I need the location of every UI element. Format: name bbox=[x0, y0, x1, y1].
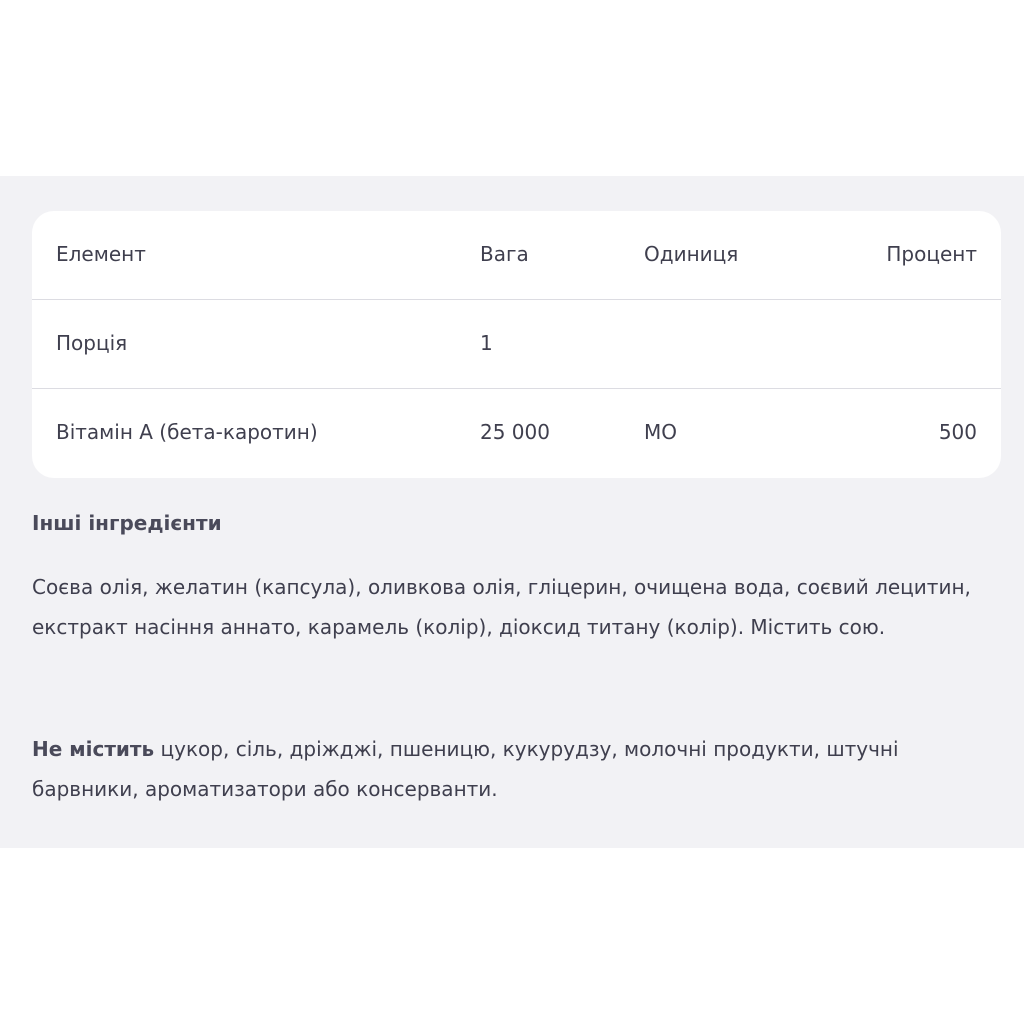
table-row bbox=[32, 389, 1001, 478]
row-weight-value: 25 000 bbox=[480, 420, 550, 444]
column-header-unit: Одиниця bbox=[644, 242, 739, 266]
table-header-row bbox=[32, 211, 1001, 300]
column-header-percent: Процент bbox=[886, 242, 977, 266]
free-from-list: цукор, сіль, дріжджі, пшеницю, кукурудзу, молочні продукти, штучні барвники, ароматизатори або консерванти. bbox=[32, 737, 899, 801]
free-from-label: Не містить bbox=[32, 737, 155, 761]
other-ingredients-heading: Інші інгредієнти bbox=[32, 511, 222, 535]
table-row bbox=[32, 300, 1001, 389]
row-percent-value: 500 bbox=[938, 420, 977, 444]
product-details-panel bbox=[0, 176, 1024, 848]
other-ingredients-text: Соєва олія, желатин (капсула), оливкова олія, гліцерин, очищена вода, соєвий лецитин, екстракт насіння аннато, карамель (колір), діоксид титану (колір). Містить сою. bbox=[32, 575, 971, 639]
row-element-name: Вітамін A (бета-каротин) bbox=[56, 420, 318, 444]
column-header-element: Елемент bbox=[56, 242, 146, 266]
row-element-name: Порція bbox=[56, 331, 128, 355]
column-header-weight: Вага bbox=[480, 242, 529, 266]
free-from-statement bbox=[32, 729, 1007, 809]
row-unit-value: МО bbox=[644, 420, 677, 444]
row-weight-value: 1 bbox=[480, 331, 493, 355]
supplement-facts-table bbox=[32, 211, 1001, 478]
